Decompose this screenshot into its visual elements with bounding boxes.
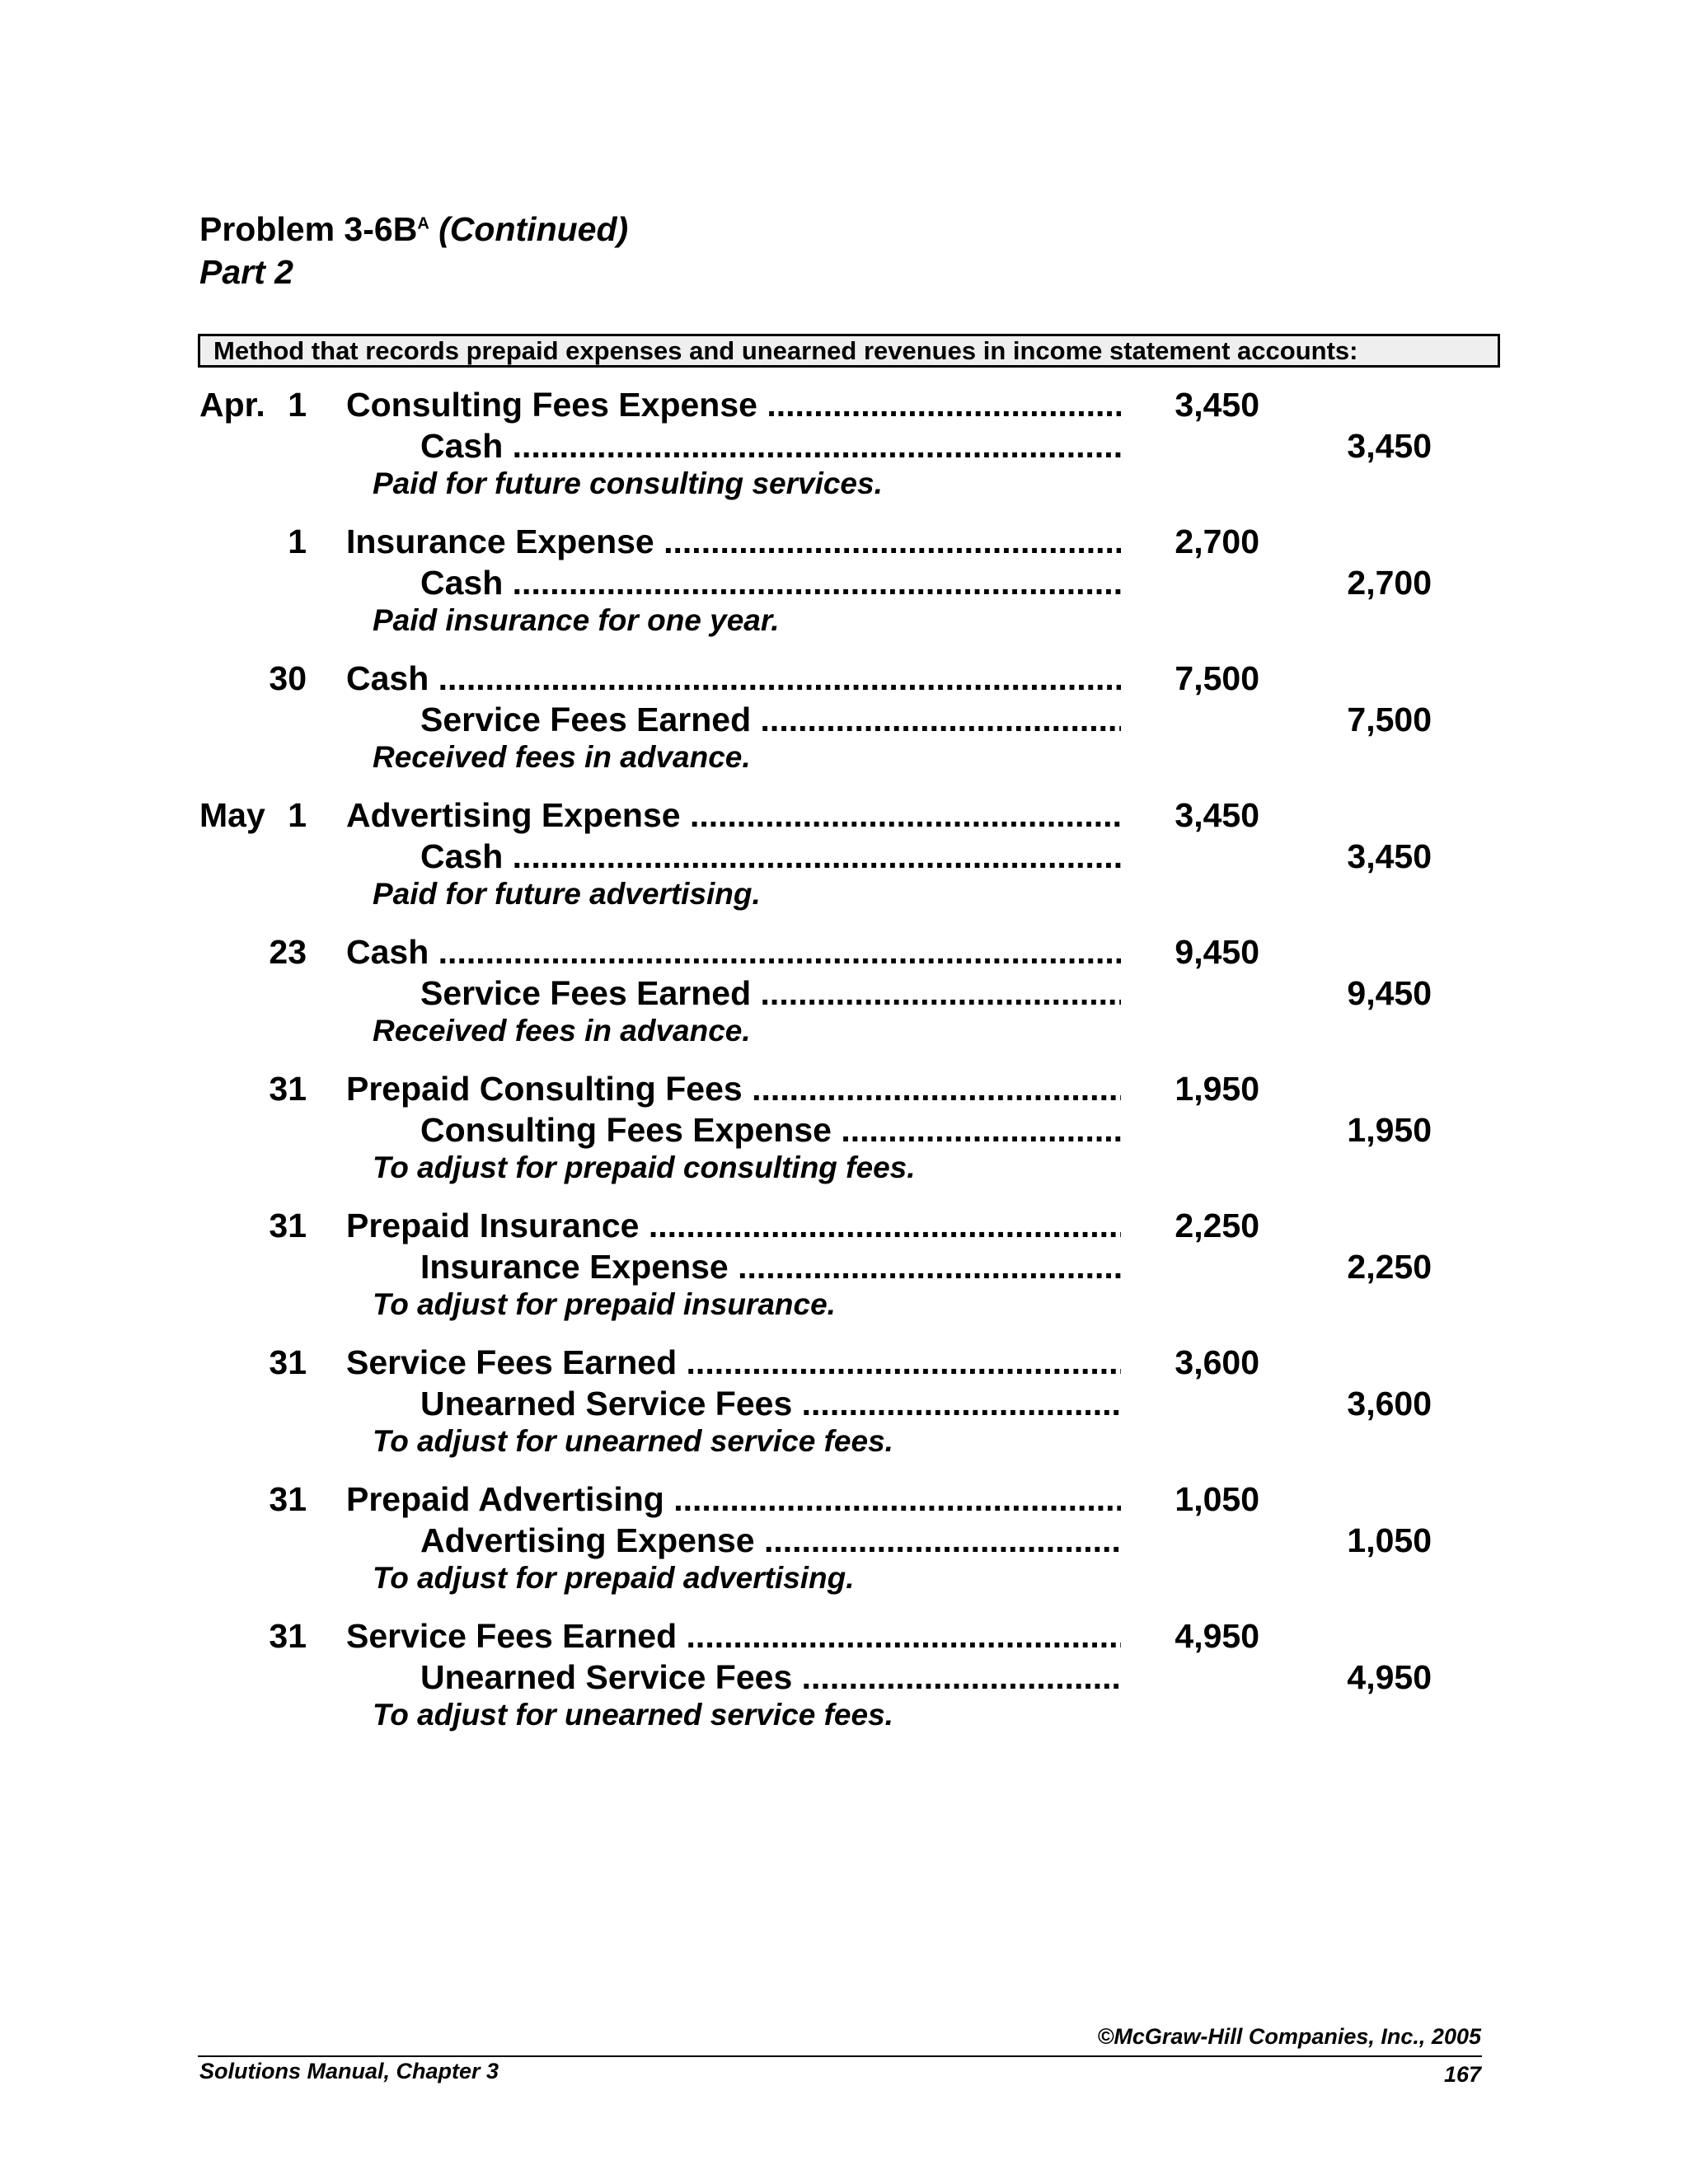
footer-divider [198, 2055, 1482, 2057]
entry-day: 31 [269, 1070, 307, 1108]
entry-explanation: Paid for future consulting services. [373, 466, 883, 500]
copyright-notice: ©McGraw-Hill Companies, Inc., 2005 [1097, 2024, 1481, 2049]
journal-entry [0, 1342, 1688, 1479]
debit-account: Insurance Expense ..... [346, 521, 1121, 562]
credit-amount: 3,600 [1347, 1385, 1432, 1422]
journal-entry [0, 1068, 1688, 1205]
debit-amount: 3,450 [1175, 386, 1259, 424]
entry-explanation: Paid for future advertising. [373, 877, 761, 911]
entry-explanation: Received fees in advance. [373, 1014, 751, 1047]
entry-explanation: To adjust for prepaid insurance. [373, 1287, 836, 1321]
debit-account: Prepaid Advertising ..... [346, 1479, 1121, 1520]
entry-explanation: To adjust for unearned service fees. [373, 1698, 893, 1732]
debit-amount: 2,250 [1175, 1207, 1259, 1244]
credit-amount: 3,450 [1347, 427, 1432, 465]
entry-day: 30 [269, 659, 307, 697]
journal-entries [0, 384, 1688, 1752]
entry-day: 1 [288, 386, 307, 424]
credit-account: Consulting Fees Expense ..... [420, 1109, 1121, 1151]
credit-amount: 7,500 [1347, 701, 1432, 738]
entry-explanation: To adjust for prepaid consulting fees. [373, 1151, 916, 1184]
entry-explanation: To adjust for prepaid advertising. [373, 1561, 855, 1595]
debit-account: Consulting Fees Expense ..... [346, 384, 1121, 425]
entry-day: 1 [288, 523, 307, 560]
entry-day: 1 [288, 796, 307, 834]
problem-title [199, 208, 628, 251]
credit-amount: 3,450 [1347, 837, 1432, 875]
journal-entry [0, 931, 1688, 1068]
problem-superscript: A [417, 214, 429, 233]
credit-account: Cash ..... [420, 836, 1121, 877]
credit-amount: 1,950 [1347, 1111, 1432, 1149]
debit-amount: 3,450 [1175, 796, 1259, 834]
credit-account: Service Fees Earned ..... [420, 972, 1121, 1014]
credit-account: Insurance Expense ..... [420, 1246, 1121, 1287]
debit-account: Advertising Expense ..... [346, 794, 1121, 836]
debit-amount: 1,050 [1175, 1480, 1259, 1518]
credit-account: Unearned Service Fees ..... [420, 1657, 1121, 1698]
journal-entry [0, 1205, 1688, 1342]
debit-amount: 3,600 [1175, 1343, 1259, 1381]
entry-day: 31 [269, 1617, 307, 1655]
credit-amount: 2,250 [1347, 1248, 1432, 1286]
entry-month: May [199, 796, 265, 834]
entry-day: 31 [269, 1480, 307, 1518]
debit-amount: 1,950 [1175, 1070, 1259, 1108]
entry-day: 23 [269, 933, 307, 971]
credit-account: Advertising Expense ..... [420, 1520, 1121, 1561]
debit-amount: 4,950 [1175, 1617, 1259, 1655]
journal-entry [0, 521, 1688, 658]
entry-month: Apr. [199, 386, 265, 424]
part-label: Part 2 [199, 253, 293, 291]
entry-explanation: Received fees in advance. [373, 740, 751, 774]
problem-number: Problem 3-6B [199, 210, 418, 248]
continued-label: (Continued) [438, 210, 629, 248]
debit-account: Cash ..... [346, 931, 1121, 972]
journal-entry [0, 658, 1688, 794]
entry-day: 31 [269, 1207, 307, 1244]
journal-entry [0, 794, 1688, 931]
debit-account: Service Fees Earned ..... [346, 1342, 1121, 1383]
journal-entry [0, 384, 1688, 521]
entry-explanation: To adjust for unearned service fees. [373, 1424, 893, 1458]
journal-entry [0, 1615, 1688, 1752]
credit-account: Cash ..... [420, 425, 1121, 466]
credit-amount: 9,450 [1347, 974, 1432, 1012]
debit-account: Prepaid Insurance ..... [346, 1205, 1121, 1246]
credit-amount: 1,050 [1347, 1521, 1432, 1559]
method-box: Method that records prepaid expenses and unearned revenues in income statement accounts: [198, 334, 1500, 368]
debit-amount: 9,450 [1175, 933, 1259, 971]
journal-entry [0, 1479, 1688, 1615]
debit-amount: 7,500 [1175, 659, 1259, 697]
debit-account: Service Fees Earned ..... [346, 1615, 1121, 1657]
page-number: 167 [1443, 2062, 1481, 2087]
credit-amount: 4,950 [1347, 1658, 1432, 1696]
debit-account: Cash ..... [346, 658, 1121, 699]
entry-explanation: Paid insurance for one year. [373, 603, 780, 637]
credit-account: Unearned Service Fees ..... [420, 1383, 1121, 1424]
credit-amount: 2,700 [1347, 564, 1432, 602]
footer-chapter: Solutions Manual, Chapter 3 [199, 2059, 499, 2083]
entry-day: 31 [269, 1343, 307, 1381]
credit-account: Service Fees Earned ..... [420, 699, 1121, 740]
debit-amount: 2,700 [1175, 523, 1259, 560]
debit-account: Prepaid Consulting Fees ..... [346, 1068, 1121, 1109]
credit-account: Cash ..... [420, 562, 1121, 603]
